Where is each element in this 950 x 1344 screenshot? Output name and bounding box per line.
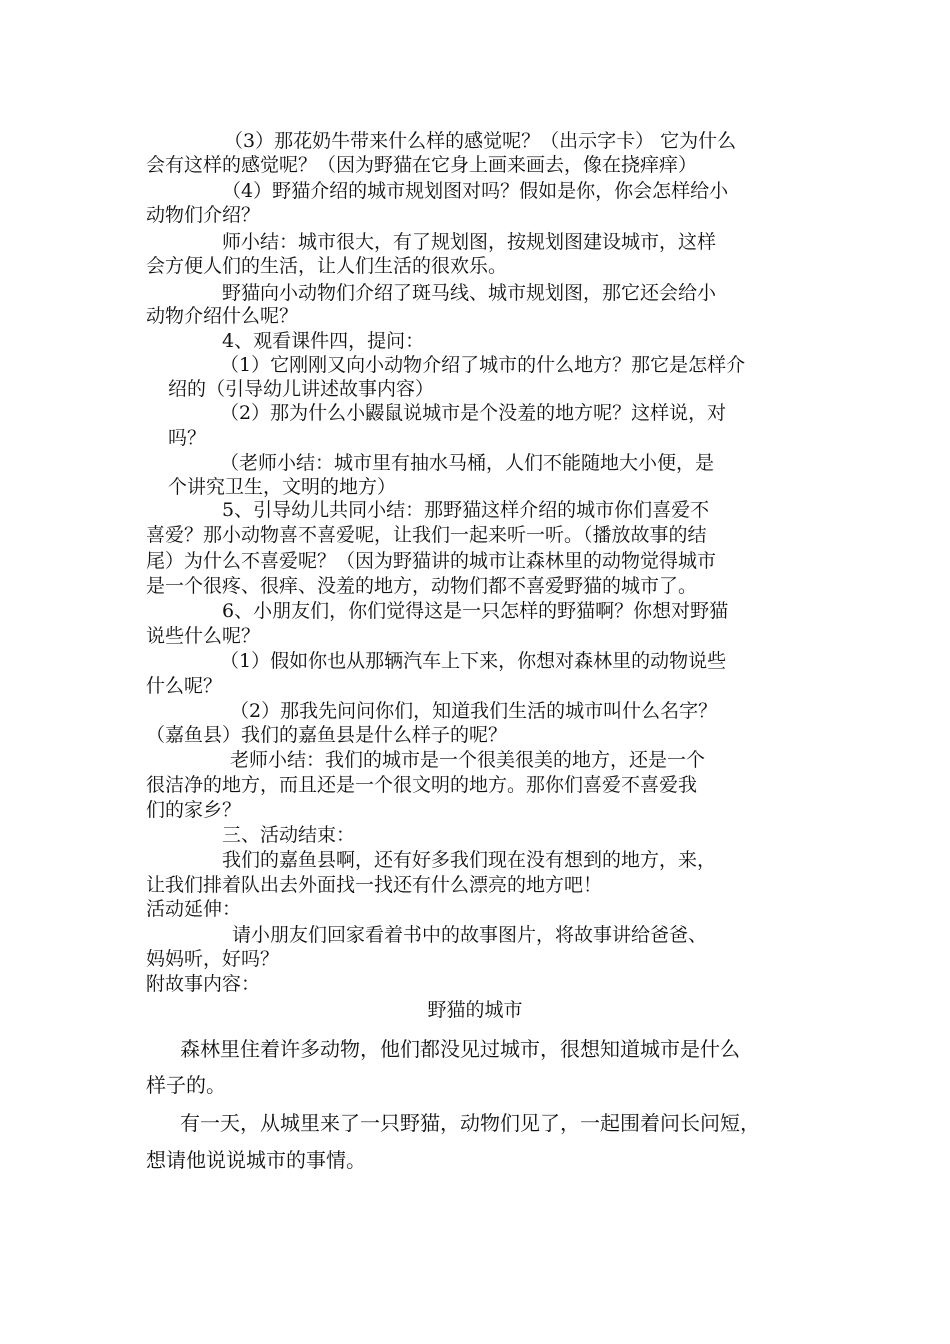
story-title: 野猫的城市 bbox=[427, 999, 523, 1021]
text-line: 喜爱？那小动物喜不喜爱呢，让我们一起来听一听。（播放故事的结 bbox=[146, 524, 707, 546]
text-line: 野猫向小动物们介绍了斑马线、城市规划图，那它还会给小 bbox=[222, 282, 717, 304]
text-line: 我们的嘉鱼县啊，还有好多我们现在没有想到的地方，来， bbox=[222, 849, 717, 871]
text-line: 附故事内容： bbox=[146, 973, 261, 995]
text-line: 5、引导幼儿共同小结：那野猫这样介绍的城市你们喜爱不 bbox=[222, 499, 710, 521]
story-line: 森林里住着许多动物，他们都没见过城市，很想知道城市是什么 bbox=[180, 1037, 740, 1061]
text-line: 让我们排着队出去外面找一找还有什么漂亮的地方吧！ bbox=[146, 874, 603, 896]
text-line: （1）假如你也从那辆汽车上下来，你想对森林里的动物说些 bbox=[220, 650, 727, 672]
text-line: 什么呢？ bbox=[146, 675, 223, 697]
text-line: 绍的（引导幼儿讲述故事内容） bbox=[168, 378, 435, 400]
text-line: 师小结：城市很大，有了规划图，按规划图建设城市，这样 bbox=[222, 231, 717, 253]
text-line: 尾）为什么不喜爱呢？（因为野猫讲的城市让森林里的动物觉得城市 bbox=[146, 550, 717, 572]
text-line: 吗？ bbox=[168, 427, 207, 449]
story-line: 有一天，从城里来了一只野猫，动物们见了，一起围着问长问短， bbox=[180, 1111, 760, 1135]
text-line: （4）野猫介绍的城市规划图对吗？假如是你，你会怎样给小 bbox=[222, 180, 729, 202]
text-line: 会有这样的感觉呢？（因为野猫在它身上画来画去，像在挠痒痒） bbox=[146, 154, 698, 176]
story-line: 想请他说说城市的事情。 bbox=[146, 1148, 366, 1172]
text-line: 很洁净的地方，而且还是一个很文明的地方。那你们喜爱不喜爱我 bbox=[146, 774, 698, 796]
text-line: （老师小结：城市里有抽水马桶，人们不能随地大小便，是 bbox=[220, 452, 715, 474]
text-line: 6、小朋友们，你们觉得这是一只怎样的野猫啊？你想对野猫 bbox=[222, 600, 729, 622]
text-line: 个讲究卫生，文明的地方） bbox=[168, 476, 397, 498]
text-line: （2）那为什么小鼹鼠说城市是个没羞的地方呢？这样说，对 bbox=[220, 402, 727, 424]
text-line: 动物们介绍？ bbox=[146, 204, 261, 226]
text-line: （嘉鱼县）我们的嘉鱼县是什么样子的呢？ bbox=[146, 724, 508, 746]
text-line: 是一个很疼、很痒、没羞的地方，动物们都不喜爱野猫的城市了。 bbox=[146, 575, 698, 597]
text-line: 动物介绍什么呢？ bbox=[146, 305, 299, 327]
text-line: （1）它刚刚又向小动物介绍了城市的什么地方？那它是怎样介 bbox=[220, 354, 746, 376]
text-line: （3）那花奶牛带来什么样的感觉呢？（出示字卡） 它为什么 bbox=[224, 130, 737, 152]
text-line: 4、观看课件四，提问： bbox=[222, 330, 425, 352]
text-line: 们的家乡？ bbox=[146, 799, 242, 821]
text-line: 请小朋友们回家看着书中的故事图片，将故事讲给爸爸、 bbox=[232, 924, 708, 946]
text-line: （2）那我先问问你们，知道我们生活的城市叫什么名字？ bbox=[230, 700, 718, 722]
text-line: 妈妈听，好吗？ bbox=[146, 948, 280, 970]
text-line: 老师小结：我们的城市是一个很美很美的地方，还是一个 bbox=[230, 749, 706, 771]
text-line: 会方便人们的生活，让人们生活的很欢乐。 bbox=[146, 255, 508, 277]
text-line: 说些什么呢？ bbox=[146, 625, 261, 647]
text-line: 三、活动结束： bbox=[222, 824, 356, 846]
text-line: 活动延伸： bbox=[146, 898, 242, 920]
story-line: 样子的。 bbox=[146, 1073, 226, 1097]
